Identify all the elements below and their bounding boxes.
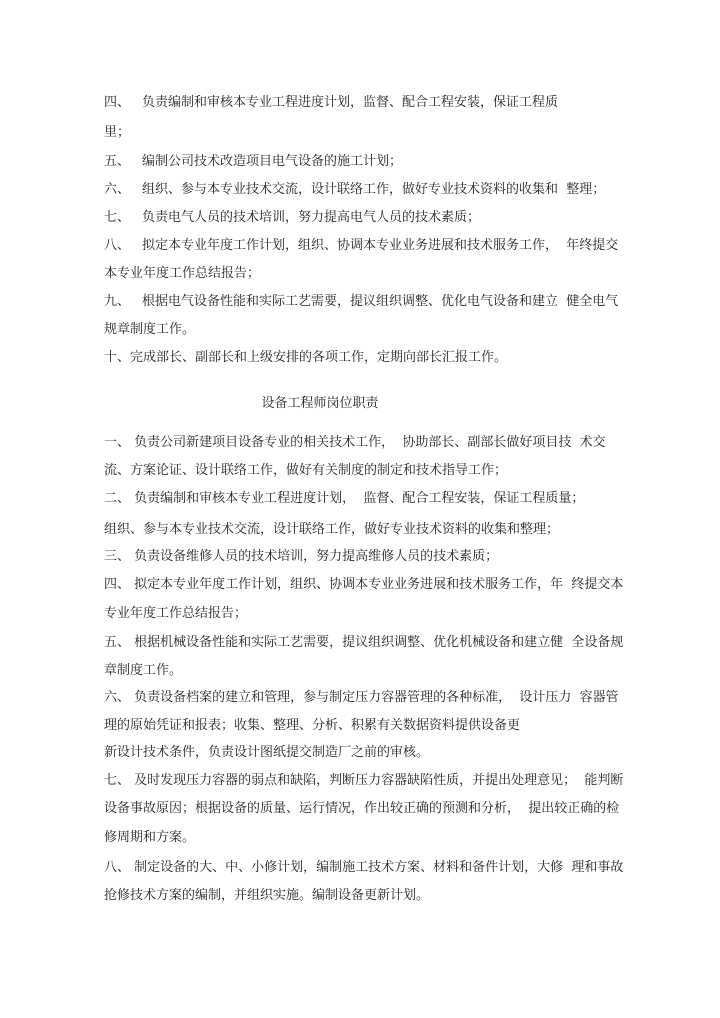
paragraph-line: 理的原始凭证和报表；收集、整理、分析、积累有关数据资料提供设备更 (104, 718, 521, 733)
paragraph-line (104, 94, 558, 112)
paragraph-line: 专业年度工作总结报告； (104, 606, 248, 621)
paragraph-line: 设备事故原因；根据设备的质量、运行情况，作出较正确的预测和分析， 提出较正确的检 (104, 801, 620, 816)
paragraph-line: 八、 制定设备的大、中、小修计划，编制施工技术方案、材料和备件计划，大修 理和事故 (104, 860, 624, 875)
paragraph-line: 五、 根据机械设备性能和实际工艺需要，提议组织调整、优化机械设备和建立健 全设备规 (104, 635, 624, 650)
paragraph-line (104, 237, 618, 255)
paragraph-line (104, 349, 507, 367)
paragraph-line: 流、方案论证、设计联络工作，做好有关制度的制定和技术指导工作； (104, 463, 508, 478)
paragraph-line (104, 181, 605, 199)
line-text: 里； (104, 125, 131, 140)
line-text: 负责编制和审核本专业工程进度计划，监督、配合工程安装，保证工程质 (142, 95, 559, 110)
line-text: 组织、参与本专业技术交流，设计联络工作，做好专业技术资料的收集和 整理； (142, 182, 606, 197)
line-text: 编制公司技术改造项目电气设备的施工计划； (142, 154, 403, 169)
paragraph-line: 修周期和方案。 (104, 830, 196, 845)
paragraph-line (104, 153, 402, 171)
paragraph-line (104, 321, 195, 339)
item-number: 九、 (104, 294, 131, 309)
item-number: 五、 (104, 154, 131, 169)
paragraph-line: 一、 负责公司新建项目设备专业的相关技术工作， 协助部长、副部长做好项目技 术交 (104, 435, 606, 450)
paragraph-line: 抢修技术方案的编制，并组织实施。编制设备更新计划。 (104, 888, 430, 903)
item-number: 八、 (104, 238, 131, 253)
item-number: 六、 (104, 182, 131, 197)
line-text: 本专业年度工作总结报告； (104, 266, 261, 281)
paragraph-line: 章制度工作。 (104, 663, 183, 678)
line-text: 规章制度工作。 (104, 322, 196, 337)
line-text: 拟定本专业年度工作计划，组织、协调本专业业务进展和技术服务工作， 年终提交 (142, 238, 619, 253)
paragraph-line (104, 124, 130, 142)
paragraph-line: 三、 负责设备维修人员的技术培训，努力提高维修人员的技术素质； (104, 549, 499, 564)
paragraph-line (104, 265, 260, 283)
paragraph-line (104, 293, 618, 311)
paragraph-line: 新设计技术条件，负责设计图纸提交制造厂之前的审核。 (104, 745, 430, 760)
line-text: 负责电气人员的技术培训，努力提高电气人员的技术素质； (142, 210, 481, 225)
paragraph-line: 七、 及时发现压力容器的弱点和缺陷，判断压力容器缺陷性质，并提出处理意见； 能判断 (104, 773, 624, 788)
paragraph-line: 组织、参与本专业技术交流，设计联络工作，做好专业技术资料的收集和整理； (104, 522, 560, 537)
paragraph-line: 二、 负责编制和审核本专业工程进度计划， 监督、配合工程安装，保证工程质量； (104, 491, 585, 506)
line-text: 根据电气设备性能和实际工艺需要，提议组织调整、优化电气设备和建立 健全电气 (142, 294, 619, 309)
paragraph-line (104, 209, 480, 227)
paragraph-line: 四、 拟定本专业年度工作计划，组织、协调本专业业务进展和技术服务工作，年 终提交本 (104, 577, 624, 592)
item-number: 四、 (104, 95, 131, 110)
section-title: 设备工程师岗位职责 (261, 396, 379, 411)
item-number: 七、 (104, 210, 131, 225)
paragraph-line: 六、 负责设备档案的建立和管理，参与制定压力容器管理的各种标准， 设计压力 容器管 (104, 690, 619, 705)
line-text: 十、完成部长、副部长和上级安排的各项工作，定期向部长汇报工作。 (104, 350, 508, 365)
